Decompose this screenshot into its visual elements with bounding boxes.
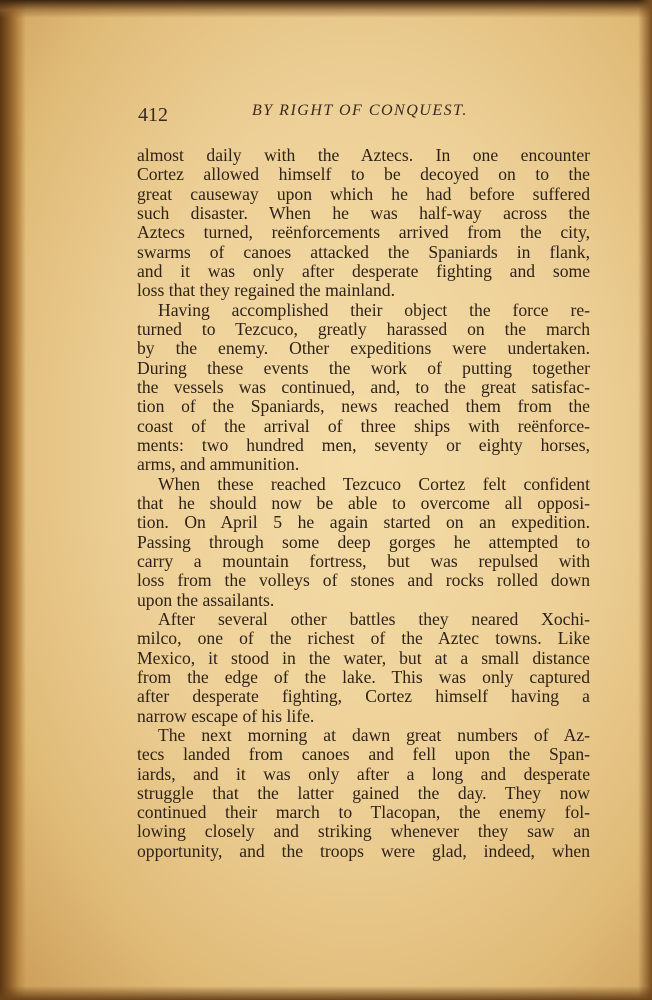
text-line: coast of the arrival of three ships with reënforce- [137,415,590,436]
text-line: carry a mountain fortress, but was repulsed with [137,550,590,571]
running-title: BY RIGHT OF CONQUEST. [252,102,468,119]
text-line: The next morning at dawn great numbers of Az- [158,724,590,745]
page-bottom-edge [0,986,652,1000]
text-line: loss that they regained the mainland. [137,280,395,301]
text-line: struggle that the latter gained the day. They now [137,782,590,803]
text-line: the vessels was continued, and, to the great satisfac- [137,376,590,397]
text-line: turned to Tezcuco, greatly harassed on the march [137,318,590,339]
page-header [138,100,590,126]
page-right-edge [638,0,652,1000]
page-number: 412 [138,104,168,126]
text-line: after desperate fighting, Cortez himself having a [137,686,590,707]
text-line: ments: two hundred men, seventy or eighty horses, [137,434,590,455]
text-line: When these reached Tezcuco Cortez felt confident [158,473,590,494]
text-line: Having accomplished their object the force re- [158,299,590,320]
text-line: After several other battles they neared Xochi- [158,608,590,629]
body-text [137,146,590,861]
text-line: opportunity, and the troops were glad, indeed, when [137,840,590,861]
book-spine-shadow [0,0,26,1000]
text-line: tion. On April 5 he again started on an expedition. [137,512,590,533]
text-line: milco, one of the richest of the Aztec towns. Like [137,628,590,649]
text-line: tecs landed from canoes and fell upon the Span- [137,744,590,765]
text-line: and it was only after desperate fighting and some [137,260,590,281]
text-line: loss from the volleys of stones and rocks rolled down [137,570,590,591]
text-line: great causeway upon which he had before suffered [137,183,590,204]
text-line: iards, and it was only after a long and desperate [137,763,590,784]
text-line: Passing through some deep gorges he attempted to [137,531,590,552]
text-line: lowing closely and striking whenever they saw an [137,821,590,842]
text-line: Aztecs turned, reënforcements arrived from the city, [137,222,590,243]
text-line: Cortez allowed himself to be decoyed on to the [137,164,590,185]
text-line: that he should now be able to overcome all opposi- [137,492,590,513]
text-line: by the enemy. Other expeditions were undertaken. [137,338,590,359]
text-line: upon the assailants. [137,589,275,610]
text-line: almost daily with the Aztecs. In one encounter [137,145,590,165]
text-line: arms, and ammunition. [137,454,300,475]
text-line: swarms of canoes attacked the Spaniards in flank, [137,241,590,262]
text-line: continued their march to Tlacopan, the enemy fol- [137,802,590,823]
text-line: such disaster. When he was half-way across the [137,202,590,223]
text-line: from the edge of the lake. This was only captured [137,666,590,687]
text-line: Mexico, it stood in the water, but at a small distance [137,647,590,668]
text-line: During these events the work of putting together [137,357,590,378]
text-line: narrow escape of his life. [137,705,315,726]
text-line: tion of the Spaniards, news reached them from the [137,396,590,417]
page-top-shadow [0,0,652,18]
